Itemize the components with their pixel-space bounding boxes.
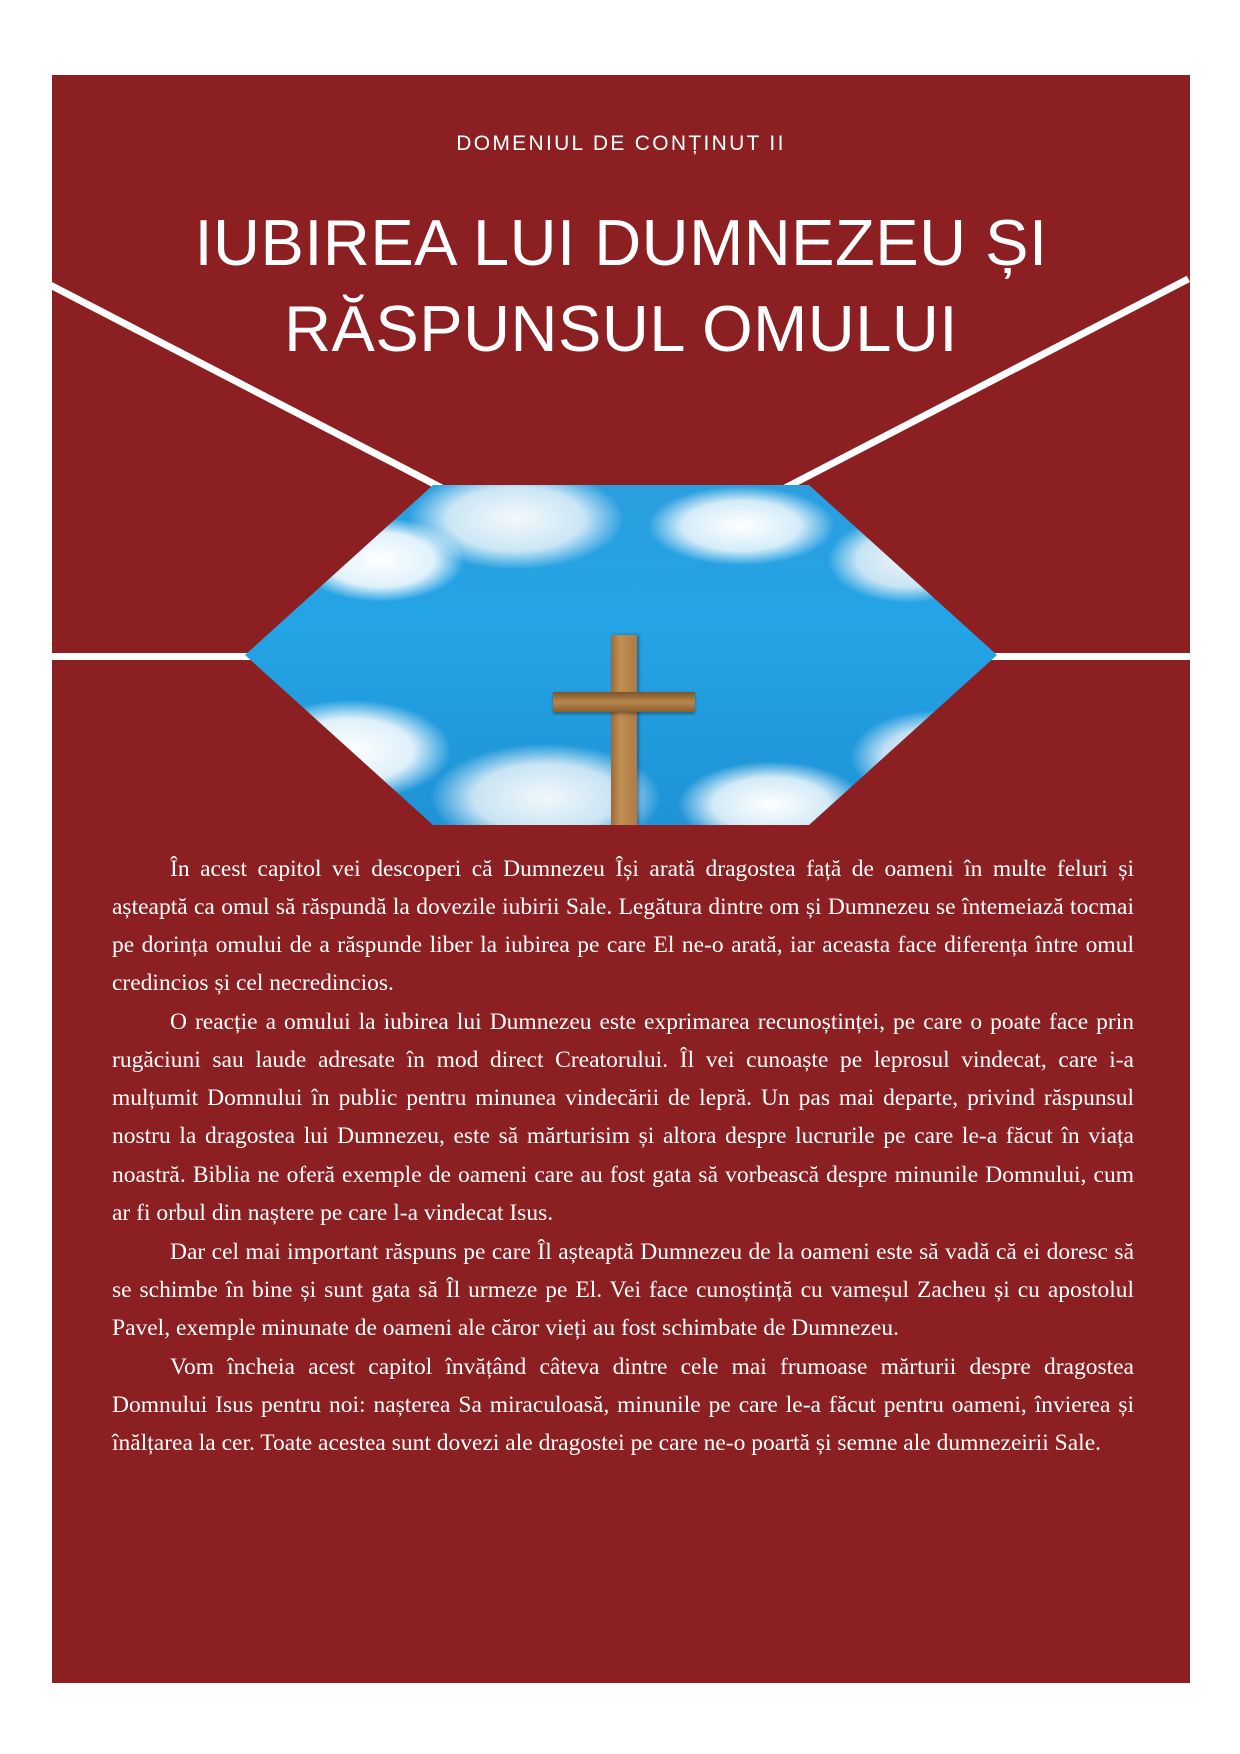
paragraph: În acest capitol vei descoperi că Dumnezeu Își arată dragostea față de oameni în multe feluri și așteaptă ca omul să răspundă la dovezile iubirii Sale. Legătura dintre om și Dumnezeu se întemeiază tocmai pe dorința omului de a răspunde liber la iubirea pe care El ne-o arată, iar aceasta face diferența între omul credincios și cel necredincios.	[112, 856, 1134, 997]
paragraph: Dar cel mai important răspuns pe care Îl așteaptă Dumnezeu de la oameni este să vadă că ei doresc să se schimbe în bine și sunt gata să Îl urmeze pe El. Vei face cunoștință cu vameșul Zacheu și cu apostolul Pavel, exemple minunate de oameni ale căror vieți au fost schimbate de Dumnezeu.	[112, 1238, 1134, 1341]
cross-icon-vertical-beam	[611, 635, 637, 825]
chapter-cover-panel	[52, 75, 1190, 1683]
page-title-line-2: RĂSPUNSUL OMULUI	[284, 291, 958, 365]
paragraph: O reacție a omului la iubirea lui Dumnezeu este exprimarea recunoștinței, pe care o poate face prin rugăciuni sau laude adresate în mod direct Creatorului. Îl vei cunoaște pe leprosul vindecat, care i-a mulțumit Domnului în public pentru minunea vindecării de lepră. Un pas mai departe, privind răspunsul nostru la dragostea lui Dumnezeu, este să mărturisim și altora despre lucrurile pe care le-a făcut în viața noastră. Biblia ne oferă exemple de oameni care au fost gata să vorbească despre minunile Domnului, cum ar fi orbul din naștere pe care l-a vindecat Isus.	[112, 1009, 1134, 1226]
intro-body-text	[112, 850, 1134, 1463]
section-kicker: DOMENIUL DE CONȚINUT II	[456, 132, 786, 155]
decorative-line-lower-right	[990, 653, 1190, 660]
decorative-line-lower-left	[52, 653, 252, 660]
cross-sky-image	[245, 485, 997, 825]
page-title-line-1: IUBIREA LUI DUMNEZEU ȘI	[194, 206, 1048, 279]
cross-icon-horizontal-beam	[553, 692, 695, 712]
page-title	[112, 200, 1130, 372]
paragraph: Vom încheia acest capitol învățând câteva dintre cele mai frumoase mărturii despre dragostea Domnului Isus pentru noi: nașterea Sa miraculoasă, minunile pe care le-a făcut pentru oameni, învierea și înălțarea la cer. Toate acestea sunt dovezi ale dragostei pe care ne-o poartă și semne ale dumnezeirii Sale.	[112, 1353, 1134, 1456]
